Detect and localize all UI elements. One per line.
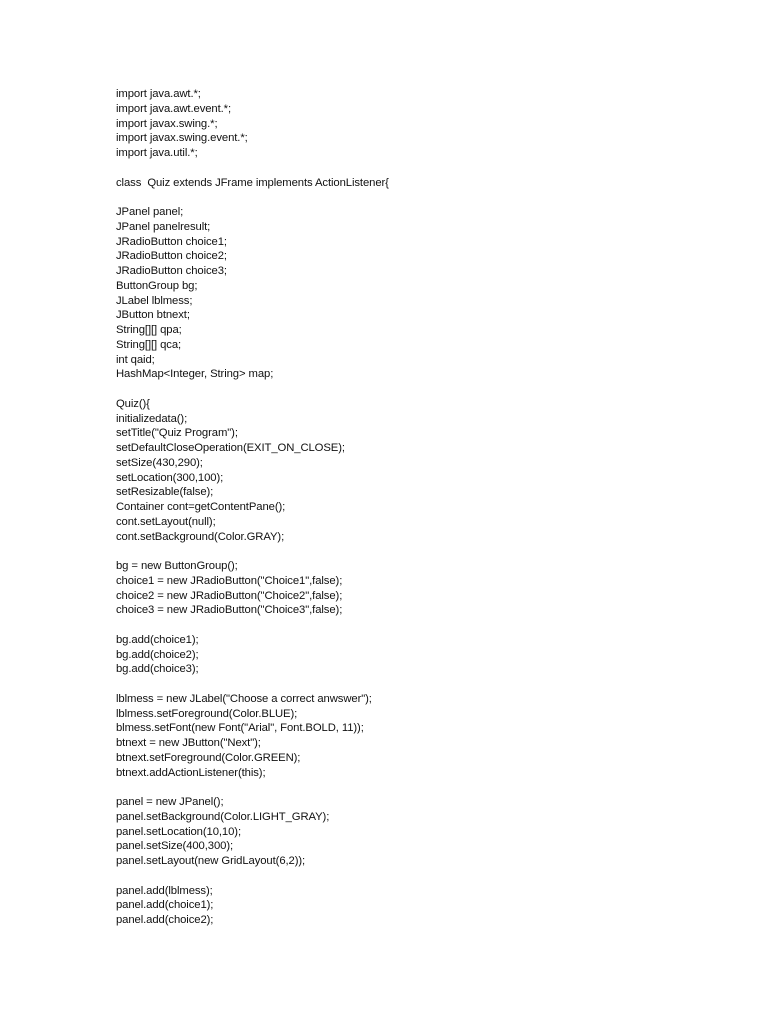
code-line: JRadioButton choice2; [116,250,227,263]
code-line: setResizable(false); [116,486,214,499]
blank-line [116,869,736,884]
code-line: Quiz(){ [116,397,150,410]
code-line: panel.setBackground(Color.LIGHT_GRAY); [116,810,330,823]
code-line: JRadioButton choice1; [116,235,227,248]
blank-line [116,544,736,559]
code-line: panel.add(choice1); [116,899,214,912]
code-line: choice3 = new JRadioButton("Choice3",false); [116,604,343,617]
code-line: setTitle("Quiz Program"); [116,427,238,440]
code-line: blmess.setFont(new Font("Arial", Font.BOLD, 11)); [116,722,364,735]
code-line: import java.util.*; [116,147,198,159]
code-line: panel.setSize(400,300); [116,840,234,853]
code-line: bg.add(choice2); [116,648,199,661]
code-line: import java.awt.event.*; [116,102,232,115]
code-line: JPanel panelresult; [116,220,211,233]
code-line: JRadioButton choice3; [116,265,227,277]
code-line: import javax.swing.*; [116,117,218,130]
code-line: int qaid; [116,353,155,366]
code-line: import javax.swing.event.*; [116,132,248,145]
code-line: panel = new JPanel(); [116,796,224,808]
code-line: class Quiz extends JFrame implements ActionListener{ [116,176,389,189]
code-line: lblmess = new JLabel("Choose a correct anwswer"); [116,692,372,705]
code-line: btnext.addActionListener(this); [116,766,266,779]
blank-line [116,161,736,176]
code-line: bg.add(choice3); [116,663,199,676]
blank-line [116,780,736,795]
code-line: choice2 = new JRadioButton("Choice2",false); [116,589,343,602]
code-line: String[][] qpa; [116,324,182,336]
code-line: JButton btnext; [116,309,190,322]
code-line: import java.awt.*; [116,88,201,100]
code-line: panel.setLocation(10,10); [116,825,241,838]
code-line: setLocation(300,100); [116,471,224,484]
code-line: bg = new ButtonGroup(); [116,560,238,572]
blank-line [116,382,736,397]
code-line: panel.add(lblmess); [116,884,213,897]
code-listing [116,87,736,928]
blank-line [116,677,736,692]
blank-line [116,618,736,633]
code-line: cont.setLayout(null); [116,515,216,528]
code-line: choice1 = new JRadioButton("Choice1",false); [116,574,343,587]
code-line: panel.setLayout(new GridLayout(6,2)); [116,855,306,867]
code-line: String[][] qca; [116,338,182,351]
code-line: initializedata(); [116,412,188,425]
code-line: ButtonGroup bg; [116,279,198,292]
code-line: btnext.setForeground(Color.GREEN); [116,751,301,764]
code-line: JPanel panel; [116,206,184,218]
code-line: btnext = new JButton("Next"); [116,737,261,749]
code-line: setSize(430,290); [116,456,203,469]
code-line: panel.add(choice2); [116,914,214,926]
code-line: lblmess.setForeground(Color.BLUE); [116,707,298,720]
code-line: setDefaultCloseOperation(EXIT_ON_CLOSE); [116,442,345,454]
code-line: HashMap<Integer, String> map; [116,368,274,381]
blank-line [116,190,736,205]
code-line: cont.setBackground(Color.GRAY); [116,530,285,543]
code-line: JLabel lblmess; [116,294,193,307]
code-line: bg.add(choice1); [116,633,199,646]
code-line: Container cont=getContentPane(); [116,501,286,513]
